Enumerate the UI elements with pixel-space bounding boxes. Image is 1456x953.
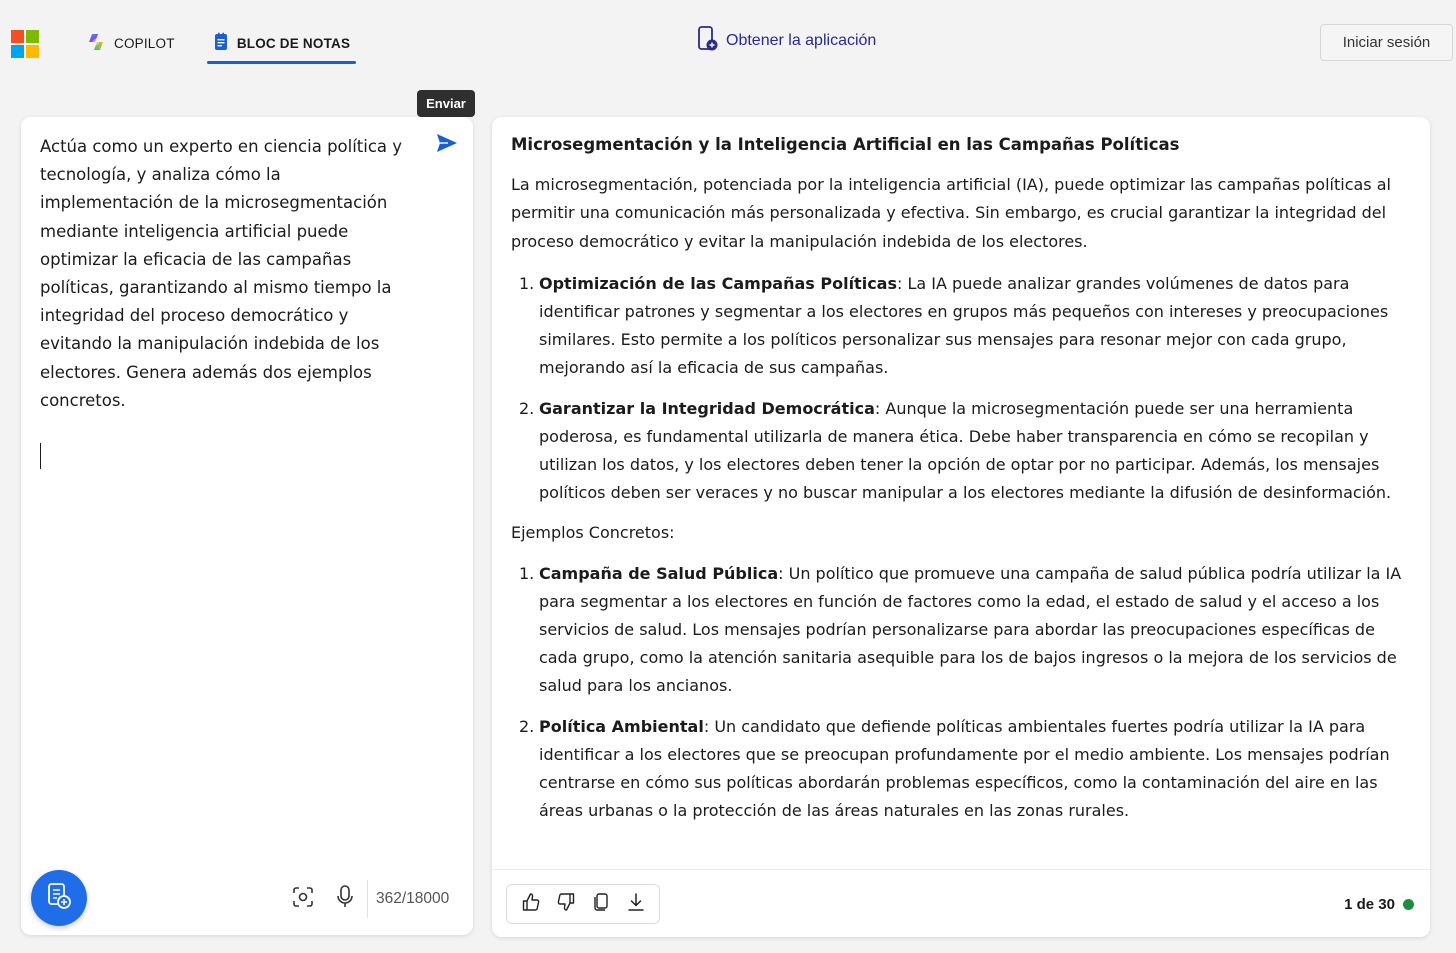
- send-tooltip: Enviar: [417, 90, 475, 117]
- notebook-icon: [213, 32, 229, 55]
- new-note-icon: [46, 882, 72, 914]
- example-title: Campaña de Salud Pública: [539, 563, 779, 583]
- point-text: : La IA puede analizar grandes volúmenes de datos para identificar patrones y segmentar a los electores en grupos más pequeños con intereses y preocupaciones similares. Esto permite a los políticos personalizar sus mensajes para resonar mejor con cada grupo, mejorando así la eficacia de sus campañas.: [539, 273, 1389, 378]
- points-list: [511, 270, 1416, 508]
- point-title: Optimización de las Campañas Políticas: [539, 273, 897, 293]
- list-number: 1.: [519, 273, 535, 293]
- signin-button[interactable]: Iniciar sesión: [1320, 24, 1453, 61]
- list-number: 2.: [519, 716, 535, 736]
- status-dot-icon: [1403, 899, 1414, 910]
- copilot-icon: [86, 32, 106, 55]
- list-item: [519, 270, 1416, 383]
- thumbs-up-icon: [521, 892, 541, 916]
- examples-list: [511, 560, 1416, 826]
- list-item: [519, 560, 1416, 701]
- microsoft-logo-icon[interactable]: [11, 30, 39, 58]
- get-app-label: Obtener la aplicación: [726, 32, 877, 49]
- scan-icon: [292, 886, 314, 912]
- phone-app-icon: [697, 26, 719, 57]
- notebook-input-panel: [21, 117, 473, 935]
- response-actions: [506, 884, 660, 924]
- example-text: : Un político que promueve una campaña de salud pública podría utilizar la IA para segmentar a los electores en función de factores como la edad, el estado de salud y el acceso a los servicios de salud. Los mensajes podrían personalizarse para abordar las preocupaciones específicas de cada grupo, como la atención sanitaria asequible para los de bajos ingresos o la mejora de los servicios de salud para los ancianos.: [539, 563, 1402, 696]
- like-button[interactable]: [517, 890, 545, 918]
- image-scan-button[interactable]: [291, 887, 315, 911]
- tab-notebook[interactable]: [207, 22, 356, 64]
- microphone-icon: [336, 885, 354, 913]
- example-text: : Un candidato que defiende políticas ambientales fuertes podría utilizar la IA para identificar a los electores que se preocupan profundamente por el medio ambiente. Los mensajes podrían centrarse en cómo sus políticas abordarán problemas específicos, como la contaminación del aire en las áreas urbanas o la protección de las áreas naturales en las zonas rurales.: [539, 716, 1390, 821]
- response-footer: [492, 870, 1430, 937]
- point-text: : Aunque la microsegmentación puede ser una herramienta poderosa, es fundamental utilizarla de manera ética. Debe haber transparencia en cómo se recopilan y utilizan los datos, y los electores deben tener la opción de optar por no participar. Además, los mensajes políticos deben ser veraces y no buscar manipular a los electores mediante la difusión de desinformación.: [539, 398, 1392, 503]
- prompt-textarea[interactable]: Actúa como un experto en ciencia política y tecnología, y analiza cómo la implementación de la microsegmentación mediante inteligencia artificial puede optimizar la eficacia de las campañas políticas, garantizando al mismo tiempo la integridad del proceso democrático y evitando la manipulación indebida de los electores. Genera además dos ejemplos concretos.: [40, 137, 408, 410]
- examples-heading-colon: :: [669, 523, 675, 543]
- examples-heading-text: Ejemplos Concretos: [511, 523, 670, 543]
- response-panel: [492, 117, 1430, 937]
- pager-text: 1 de 30: [1344, 896, 1395, 913]
- tab-notebook-label: BLOC DE NOTAS: [236, 35, 351, 51]
- response-content: [511, 131, 1416, 837]
- copy-icon: [591, 892, 611, 916]
- response-pager: [1344, 896, 1414, 913]
- send-button[interactable]: [433, 131, 461, 159]
- divider: [367, 880, 368, 918]
- character-count: 362/18000: [376, 890, 450, 907]
- list-number: 1.: [519, 563, 535, 583]
- tab-copilot-label: COPILOT: [114, 35, 175, 51]
- text-caret: [40, 443, 41, 469]
- download-button[interactable]: [622, 890, 650, 918]
- example-title: Política Ambiental: [539, 716, 704, 736]
- examples-heading: [511, 519, 1416, 547]
- dislike-button[interactable]: [552, 890, 580, 918]
- point-title: Garantizar la Integridad Democrática: [539, 398, 875, 418]
- response-intro: La microsegmentación, potenciada por la inteligencia artificial (IA), puede optimizar las campañas políticas al permitir una comunicación más personalizada y efectiva. Sin embargo, es crucial garantizar la integridad del proceso democrático y evitar la manipulación indebida de los electores.: [511, 175, 1391, 251]
- new-note-button[interactable]: [31, 870, 87, 926]
- list-item: [519, 713, 1416, 826]
- thumbs-down-icon: [556, 892, 576, 916]
- list-number: 2.: [519, 398, 535, 418]
- list-item: [519, 395, 1416, 508]
- tab-copilot[interactable]: [86, 22, 175, 64]
- microphone-button[interactable]: [333, 886, 357, 912]
- response-title: Microsegmentación y la Inteligencia Artificial en las Campañas Políticas: [511, 135, 1180, 154]
- copy-button[interactable]: [587, 890, 615, 918]
- get-app-link[interactable]: [697, 27, 876, 55]
- download-icon: [626, 892, 646, 916]
- send-icon: [436, 133, 458, 157]
